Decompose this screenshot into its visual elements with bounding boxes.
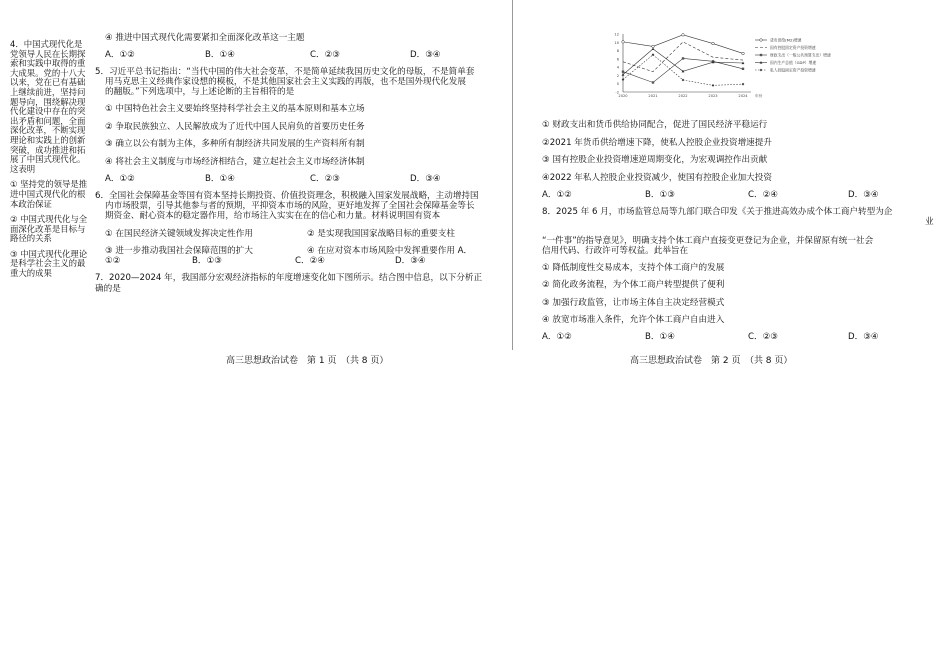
chart-x-tick-label: 2023 [708, 94, 718, 98]
chart-data-point [622, 71, 624, 73]
question-8-stem-line-2: “一件事”的指导意见》，明确支持个体工商户直接变更登记为企业，并保留原有统一社会 [542, 236, 874, 246]
chart-y-tick-label: 10 [614, 40, 619, 45]
question-8-stem-line-1: 8．2025 年 6 月，市场监管总局等九部门联合印发《关于推进高效办成个体工商户转型为企 [542, 207, 893, 217]
question-4-stem: 4．中国式现代化是党领导人民在长期探索和实践中取得的重大成果。党的十八大以来，党在已有基础上继续前进，坚持问题导向，围绕解决现代化建设中存在的突出矛盾和问题，全面深化改革，不断实现理论和实践上的创新突破，成功推进和拓展了中国式现代化。这表明 [10, 39, 86, 174]
page-1-footer: 高三思想政治试卷 第 1 页 （共 8 页） [226, 356, 389, 366]
question-4-option-2: ② 中国式现代化与全面深化改革是目标与路径的关系 [10, 214, 88, 244]
page-divider [512, 0, 513, 350]
question-7-option-2: ②2021 年货币供给增速下降，使私人控股企业投资增速提升 [542, 138, 772, 148]
chart-x-axis-label: 年份 [755, 94, 763, 98]
chart-legend-marker [760, 69, 763, 72]
chart-legend-marker [760, 39, 763, 42]
question-8-option-2: ② 简化政务流程，为个体工商户转型提供了便利 [542, 280, 725, 290]
chart-y-tick-label: 12 [614, 32, 619, 37]
chart-x-tick-label: 2022 [678, 94, 688, 98]
question-6-stem-line-2: 内市场股票，引导其他参与者的预期，平抑资本市场的风险，更好地发挥了全国社会保障基金等长 [105, 201, 475, 211]
question-7-stem-line-2: 确的是 [95, 284, 121, 294]
chart-legend-label: 货币供给(M2)增速 [770, 37, 802, 43]
question-4-column [10, 40, 90, 285]
chart-data-point [742, 83, 745, 86]
question-8-answer-d: D．③④ [848, 332, 879, 342]
question-7-answer-b: B．①③ [645, 190, 675, 200]
question-4-answer-a: A．①② [105, 50, 135, 60]
chart-data-point [682, 57, 684, 59]
chart-legend-label: 财政支出（一般公共预算支出）增速 [770, 52, 831, 58]
question-6-option-1: ① 在国民经济关键领域发挥决定性作用 [105, 229, 253, 239]
question-4-answer-c: C．②③ [310, 50, 341, 60]
chart-series-line [623, 35, 743, 54]
question-7-option-4: ④2022 年私人控股企业投资减少，使国有控股企业加大投资 [542, 173, 772, 183]
macro-indicator-line-chart [605, 28, 880, 100]
question-8-stem-line-3: 信用代码、行政许可等权益。此举旨在 [542, 246, 689, 256]
chart-legend-label: 私人控股固定资产投资增速 [770, 67, 816, 73]
chart-x-tick-label: 2024 [738, 94, 748, 98]
question-8-stem-line-1-tail: 业 [925, 217, 934, 227]
question-8-option-3: ③ 加强行政监管，让市场主体自主决定经营模式 [542, 298, 725, 308]
question-5-answer-b: B．①④ [205, 174, 235, 184]
question-5-stem-line-1: 5．习近平总书记指出：“当代中国的伟大社会变革，不是简单延续我国历史文化的母版，不是简单套 [95, 67, 475, 77]
chart-data-point [682, 34, 685, 37]
question-7-answer-a: A．①② [542, 190, 572, 200]
question-6-answer-c: C．②④ [295, 256, 326, 266]
question-7-answer-c: C．②④ [748, 190, 779, 200]
question-6-option-3: ③ 进一步推动我国社会保障范围的扩大 [105, 246, 253, 256]
question-5-stem-line-2: 用马克思主义经典作家设想的模板，不是其他国家社会主义实践的再版，也不是国外现代化发展 [105, 77, 466, 87]
question-5-stem-line-3: 的翻版。”下列选项中，与上述论断的主旨相符的是 [105, 87, 295, 97]
chart-data-point [712, 42, 715, 45]
question-5-answer-c: C．②③ [310, 174, 341, 184]
chart-data-point [652, 47, 655, 50]
question-6-answer-d: D．③④ [395, 256, 426, 266]
question-6-stem-line-3: 期资金、耐心资本的稳定器作用，给市场注入实实在在的信心和力量。材料说明国有资本 [105, 211, 441, 221]
question-4-option-1: ① 坚持党的领导是推进中国式现代化的根本政治保证 [10, 179, 88, 209]
chart-data-point [652, 81, 654, 83]
chart-series-line [623, 42, 743, 72]
question-8-option-1: ① 降低制度性交易成本，支持个体工商户的发展 [542, 263, 725, 273]
chart-data-point [742, 68, 744, 70]
page-2-footer: 高三思想政治试卷 第 2 页 （共 8 页） [630, 356, 793, 366]
question-5-option-1: ① 中国特色社会主义要始终坚持科学社会主义的基本原则和基本立场 [105, 104, 365, 114]
question-6-answer-a: ①② [105, 256, 121, 266]
chart-x-tick-label: 2020 [618, 94, 628, 98]
question-7-option-3: ③ 国有控股企业投资增速逆周期变化，为宏观调控作出贡献 [542, 155, 768, 165]
chart-y-tick-label: 8 [616, 49, 619, 54]
question-4-answer-b: B．①④ [205, 50, 235, 60]
question-6-stem-line-1: 6．全国社会保障基金等国有资本坚持长期投资、价值投资理念，积极融入国家发展战略，主动增持国 [95, 191, 479, 201]
question-6-option-4: ④ 在应对资本市场风险中发挥重要作用 A． [307, 246, 473, 256]
chart-y-tick-label: 6 [616, 57, 619, 62]
question-8-answer-c: C．②③ [748, 332, 779, 342]
question-7-stem-line-1: 7．2020—2024 年，我国部分宏观经济指标的年度增速变化如下图所示。结合图中信息，以下分析正 [95, 273, 483, 283]
question-4-answer-d: D．③④ [410, 50, 441, 60]
question-5-option-4: ④ 将社会主义制度与市场经济相结合，建立起社会主义市场经济体制 [105, 157, 365, 167]
chart-data-point [622, 41, 625, 44]
question-6-option-2: ② 是实现我国国家战略目标的重要支柱 [307, 229, 455, 239]
question-5-answer-a: A．①② [105, 174, 135, 184]
chart-legend-label: 国内生产总值（GDP）增速 [770, 59, 817, 65]
question-5-option-3: ③ 确立以公有制为主体，多种所有制经济共同发展的生产资料所有制 [105, 139, 365, 149]
chart-x-tick-label: 2021 [648, 94, 658, 98]
chart-data-point [652, 45, 655, 48]
question-5-answer-d: D．③④ [410, 174, 441, 184]
chart-y-tick-label: 0 [616, 82, 619, 87]
question-7-answer-d: D．③④ [848, 190, 879, 200]
question-4-option-3: ③ 中国式现代化理论是科学社会主义的最重大的成果 [10, 248, 88, 279]
chart-y-tick-label: -2 [615, 90, 619, 95]
chart-data-point [742, 52, 745, 55]
question-4-option-4: ④ 推进中国式现代化需要紧扣全面深化改革这一主题 [105, 33, 305, 43]
question-7-option-1: ① 财政支出和货币供给协同配合，促进了国民经济平稳运行 [542, 120, 768, 130]
chart-data-point [712, 84, 715, 87]
question-6-answer-b: B．①③ [192, 256, 222, 266]
chart-y-tick-label: 2 [616, 73, 619, 78]
chart-data-point [682, 79, 685, 82]
question-8-answer-b: B．①④ [645, 332, 675, 342]
question-8-option-4: ④ 放宽市场准入条件，允许个体工商户自由进入 [542, 315, 725, 325]
chart-legend-marker [760, 54, 762, 56]
question-5-option-2: ② 争取民族独立、人民解放成为了近代中国人民肩负的首要历史任务 [105, 122, 365, 132]
chart-legend-label: 国有控股固定资产投资增速 [770, 44, 816, 50]
chart-y-tick-label: 4 [616, 65, 619, 70]
question-8-answer-a: A．①② [542, 332, 572, 342]
